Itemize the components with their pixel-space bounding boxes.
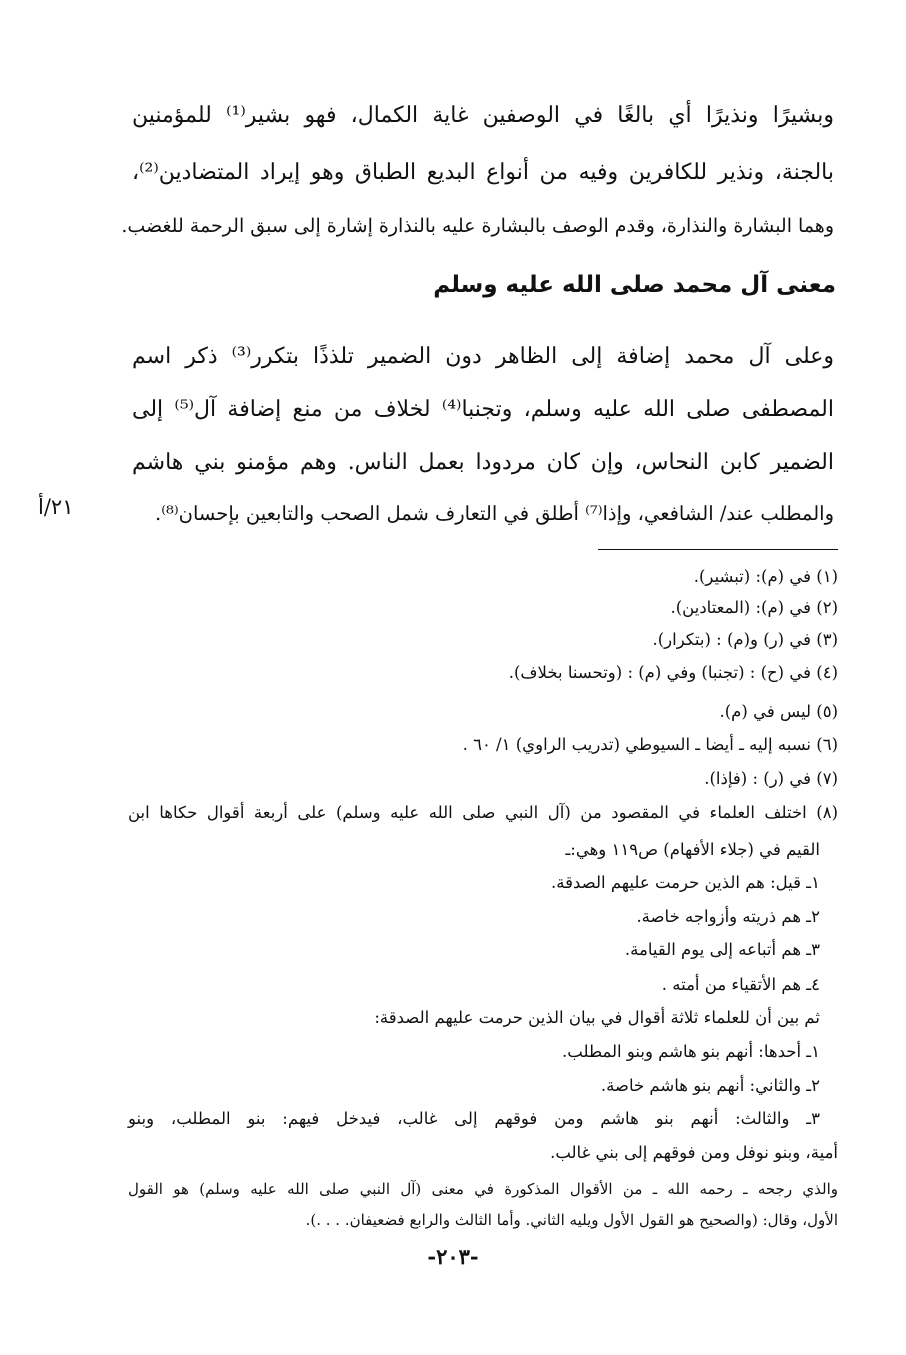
footnote-1: (١) في (م): (تبشير). <box>693 567 838 586</box>
section-heading: معنى آل محمد صلى الله عليه وسلم <box>433 272 836 298</box>
footnote-7: (٧) في (ر) : (فإذا). <box>704 769 838 788</box>
footnote-8-item-2: ٢ـ هم ذريته وأزواجه خاصة. <box>636 907 820 926</box>
footnote-8-line-subhead: ثم بين أن للعلماء ثلاثة أقوال في بيان الذين حرمت عليهم الصدقة: <box>374 1008 820 1027</box>
footnote-8-sub-2: ٢ـ والثاني: أنهم بنو هاشم خاصة. <box>600 1076 820 1095</box>
footnote-8-item-1: ١ـ قيل: هم الذين حرمت عليهم الصدقة. <box>551 873 820 892</box>
body-line-3: وهما البشارة والنذارة، وقدم الوصف بالبشارة عليه بالنذارة إشارة إلى سبق الرحمة للغضب. <box>121 215 834 237</box>
body-line-2: بالجنة، ونذير للكافرين وفيه من أنواع البديع الطباق وهو إيراد المتضادين⁽²⁾، <box>132 160 834 185</box>
footnote-8-item-4: ٤ـ هم الأتقياء من أمته . <box>661 975 820 994</box>
footnote-8-item-3: ٣ـ هم أتباعه إلى يوم القيامة. <box>624 940 820 959</box>
section-line-3: الضمير كابن النحاس، وإن كان مردودا بعمل الناس. وهم مؤمنو بني هاشم <box>132 450 834 475</box>
footnote-3: (٣) في (ر) و(م) : (بتكرار). <box>652 630 838 649</box>
footnote-8-conclusion: والذي رجحه ـ رحمه الله ـ من الأقوال المذكورة في معنى (آل النبي صلى الله عليه وسلم) هو القول <box>128 1180 838 1198</box>
footnote-8: (٨) اختلف العلماء في المقصود من (آل النبي صلى الله عليه وسلم) على أربعة أقوال حكاها ابن <box>128 803 838 822</box>
footnote-5: (٥) ليس في (م). <box>719 702 838 721</box>
section-line-2: المصطفى صلى الله عليه وسلم، وتجنبا⁽⁴⁾ لخلاف من منع إضافة آل⁽⁵⁾ إلى <box>132 397 834 422</box>
footnote-8-sub-3-cont: أمية، وبنو نوفل ومن فوقهم إلى بني غالب. <box>550 1143 838 1162</box>
section-line-1: وعلى آل محمد إضافة إلى الظاهر دون الضمير تلذذًا بتكرر⁽³⁾ ذكر اسم <box>132 344 834 369</box>
footnote-2: (٢) في (م): (المعتادين). <box>670 598 838 617</box>
footnote-8-conclusion-cont: الأول، وقال: (والصحيح هو القول الأول ويليه الثاني. وأما الثالث والرابع فضعيفان. . . .). <box>305 1211 838 1229</box>
footnote-separator <box>598 549 838 550</box>
footnote-8-sub-3: ٣ـ والثالث: أنهم بنو هاشم ومن فوقهم إلى غالب، فيدخل فيهم: بنو المطلب، وبنو <box>128 1109 820 1128</box>
folio-margin-note: ٢١/أ <box>38 495 74 519</box>
page-number: -٢٠٣- <box>427 1244 479 1269</box>
body-line-1: وبشيرًا ونذيرًا أي بالغًا في الوصفين غاية الكمال، فهو بشير⁽¹⁾ للمؤمنين <box>132 103 834 128</box>
footnote-6: (٦) نسبه إليه ـ أيضا ـ السيوطي (تدريب الراوي) ١/ ٦٠ . <box>462 735 838 754</box>
footnote-8-sub-1: ١ـ أحدها: أنهم بنو هاشم وبنو المطلب. <box>562 1042 820 1061</box>
footnote-4: (٤) في (ح) : (تجنبا) وفي (م) : (وتحسنا بخلاف). <box>508 663 838 682</box>
footnote-8-line-2: القيم في (جلاء الأفهام) ص١١٩ وهي:ـ <box>565 840 820 859</box>
section-line-4: والمطلب عند/ الشافعي، وإذا⁽⁷⁾ أطلق في التعارف شمل الصحب والتابعين بإحسان⁽⁸⁾. <box>155 502 834 525</box>
